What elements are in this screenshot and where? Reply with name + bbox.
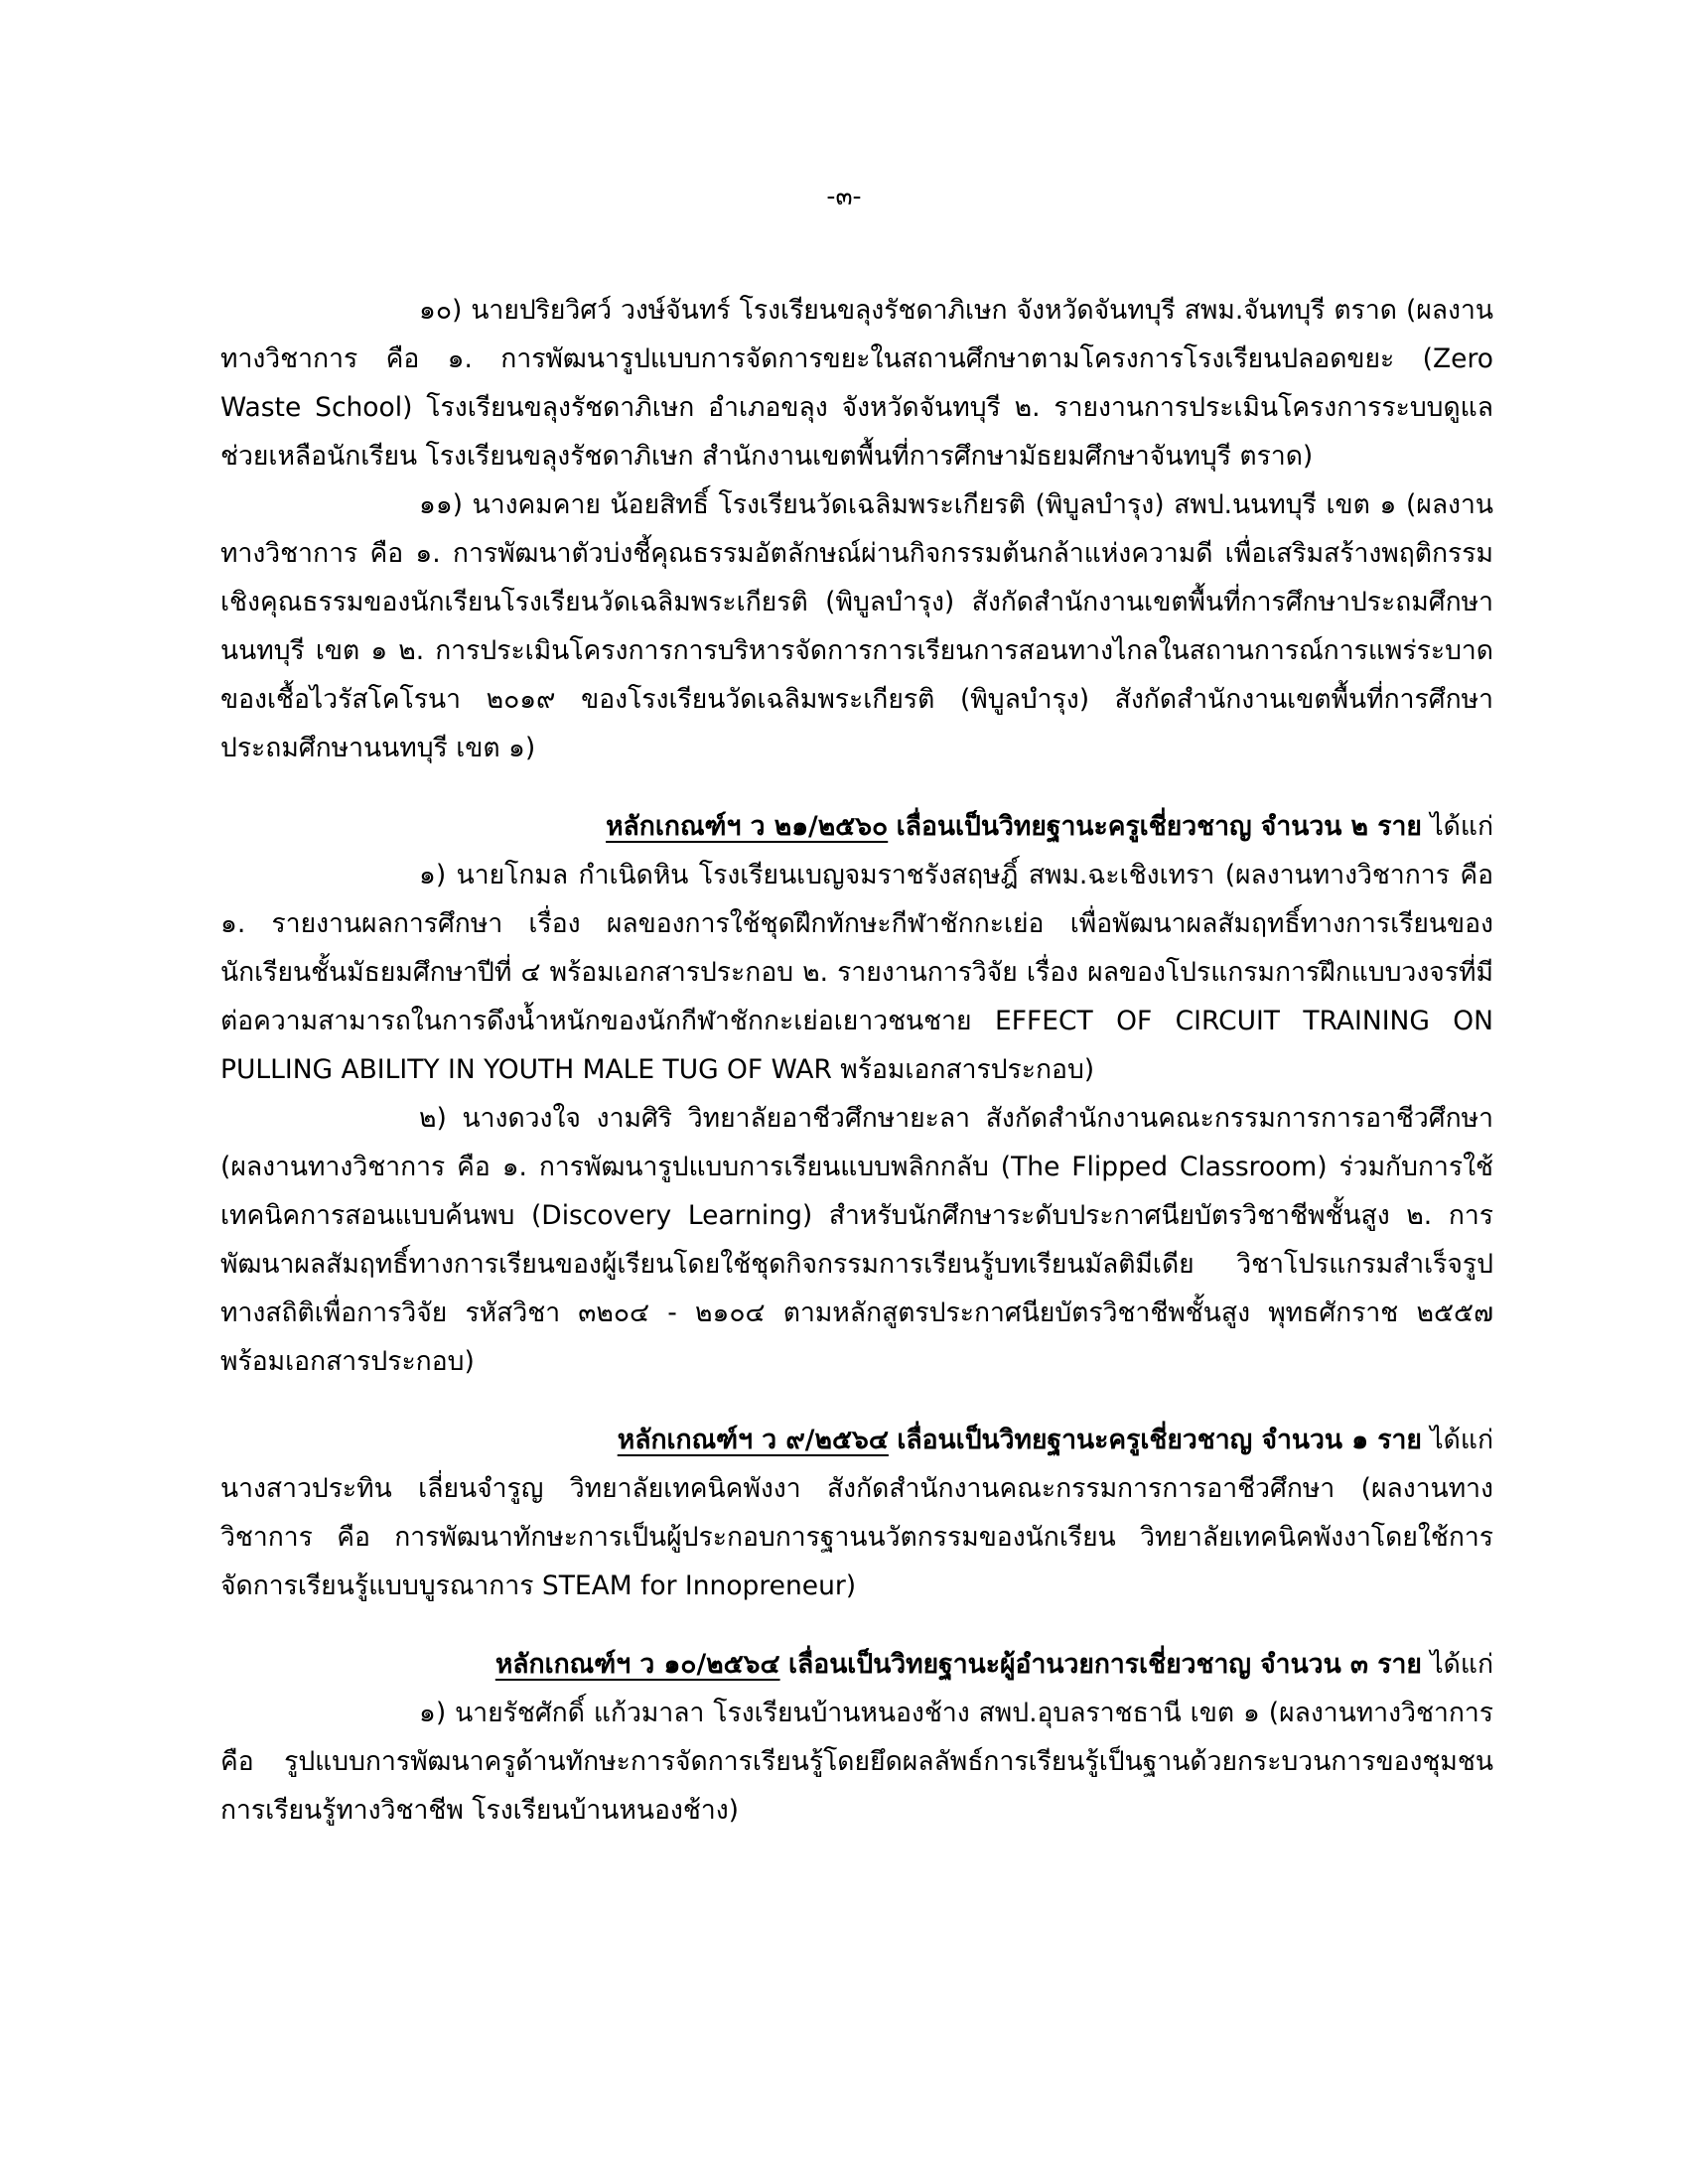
entry-paragraph: ๑) นายรัชศักดิ์ แก้วมาลา โรงเรียนบ้านหนองช้าง สพป.อุบลราชธานี เขต ๑ (ผลงานทางวิชาการ คือ รูปแบบการพัฒนาครูด้านทักษะการจัดการเรียนรู้โดยยึดผลลัพธ์การเรียนรู้เป็นฐานด้วยกระบวนการของชุมชนการเรียนรู้ทางวิชาชีพ โรงเรียนบ้านหนองช้าง) [220,1698,1493,1826]
heading-suffix: ได้แก่ [1430,1425,1493,1455]
entry-paragraph: ๑) นายโกมล กำเนิดหิน โรงเรียนเบญจมราชรังสฤษฎิ์ สพม.ฉะเชิงเทรา (ผลงานทางวิชาการ คือ ๑. รายงานผลการศึกษา เรื่อง ผลของการใช้ชุดฝึกทักษะกีฬาชักกะเย่อ เพื่อพัฒนาผลสัมฤทธิ์ทางการเรียนของนักเรียนชั้นมัธยมศึกษาปีที่ ๔ พร้อมเอกสารประกอบ ๒. รายงานการวิจัย เรื่อง ผลของโปรแกรมการฝึกแบบวงจรที่มีต่อความสามารถในการดึงน้ำหนักของนักกีฬาชักกะเย่อเยาวชนชาย EFFECT OF CIRCUIT TRAINING ON PULLING ABILITY IN YOUTH MALE TUG OF WAR พร้อมเอกสารประกอบ) [220,860,1493,1085]
criteria-heading [220,1416,1493,1464]
promotion-title: เลื่อนเป็นวิทยฐานะผู้อำนวยการเชี่ยวชาญ จำนวน ๓ ราย [787,1649,1422,1680]
entry-paragraph: ๑๑) นางคมคาย น้อยสิทธิ์ โรงเรียนวัดเฉลิมพระเกียรติ (พิบูลบำรุง) สพป.นนทบุรี เขต ๑ (ผลงานทางวิชาการ คือ ๑. การพัฒนาตัวบ่งชี้คุณธรรมอัตลักษณ์ผ่านกิจกรรมต้นกล้าแห่งความดี เพื่อเสริมสร้างพฤติกรรมเชิงคุณธรรมของนักเรียนโรงเรียนวัดเฉลิมพระเกียรติ (พิบูลบำรุง) สังกัดสำนักงานเขตพื้นที่การศึกษาประถมศึกษานนทบุรี เขต ๑ ๒. การประเมินโครงการการบริหารจัดการการเรียนการสอนทางไกลในสถานการณ์การแพร่ระบาดของเชื้อไวรัสโคโรนา ๒๐๑๙ ของโรงเรียนวัดเฉลิมพระเกียรติ (พิบูลบำรุง) สังกัดสำนักงานเขตพื้นที่การศึกษาประถมศึกษานนทบุรี เขต ๑) [220,489,1493,763]
entry-paragraph: ๑๐) นายปริยวิศว์ วงษ์จันทร์ โรงเรียนขลุงรัชดาภิเษก จังหวัดจันทบุรี สพม.จันทบุรี ตราด (ผลงานทางวิชาการ คือ ๑. การพัฒนารูปแบบการจัดการขยะในสถานศึกษาตามโครงการโรงเรียนปลอดขยะ (Zero Waste School) โรงเรียนขลุงรัชดาภิเษก อำเภอขลุง จังหวัดจันทบุรี ๒. รายงานการประเมินโครงการระบบดูแลช่วยเหลือนักเรียน โรงเรียนขลุงรัชดาภิเษก สำนักงานเขตพื้นที่การศึกษามัธยมศึกษาจันทบุรี ตราด) [220,295,1493,472]
promotion-title: เลื่อนเป็นวิทยฐานะครูเชี่ยวชาญ จำนวน ๑ ราย [897,1425,1422,1455]
entry-paragraph: นางสาวประทิน เลี่ยนจำรูญ วิทยาลัยเทคนิคพังงา สังกัดสำนักงานคณะกรรมการการอาชีวศึกษา (ผลงานทางวิชาการ คือ การพัฒนาทักษะการเป็นผู้ประกอบการฐานนวัตกรรมของนักเรียน วิทยาลัยเทคนิคพังงาโดยใช้การจัดการเรียนรู้แบบบูรณาการ STEAM for Innopreneur) [220,1473,1493,1601]
document-body [220,286,1493,1835]
criteria-heading [220,802,1493,851]
page-number: -๓- [826,182,862,210]
heading-suffix: ได้แก่ [1430,811,1493,842]
criteria-reference: หลักเกณฑ์ฯ ว ๑๐/๒๕๖๔ [494,1649,780,1680]
promotion-title: เลื่อนเป็นวิทยฐานะครูเชี่ยวชาญ จำนวน ๒ ราย [896,811,1422,842]
criteria-heading [220,1640,1493,1689]
heading-suffix: ได้แก่ [1430,1649,1493,1680]
criteria-reference: หลักเกณฑ์ฯ ว ๒๑/๒๕๖๐ [606,811,889,842]
criteria-reference: หลักเกณฑ์ฯ ว ๙/๒๕๖๔ [617,1425,889,1455]
entry-paragraph: ๒) นางดวงใจ งามศิริ วิทยาลัยอาชีวศึกษายะลา สังกัดสำนักงานคณะกรรมการการอาชีวศึกษา (ผลงานทางวิชาการ คือ ๑. การพัฒนารูปแบบการเรียนแบบพลิกกลับ (The Flipped Classroom) ร่วมกับการใช้เทคนิคการสอนแบบค้นพบ (Discovery Learning) สำหรับนักศึกษาระดับประกาศนียบัตรวิชาชีพชั้นสูง ๒. การพัฒนาผลสัมฤทธิ์ทางการเรียนของผู้เรียนโดยใช้ชุดกิจกรรมการเรียนรู้บทเรียนมัลติมีเดีย วิชาโปรแกรมสำเร็จรูปทางสถิติเพื่อการวิจัย รหัสวิชา ๓๒๐๔ - ๒๑๐๔ ตามหลักสูตรประกาศนียบัตรวิชาชีพชั้นสูง พุทธศักราช ๒๕๕๗ พร้อมเอกสารประกอบ) [220,1103,1493,1377]
